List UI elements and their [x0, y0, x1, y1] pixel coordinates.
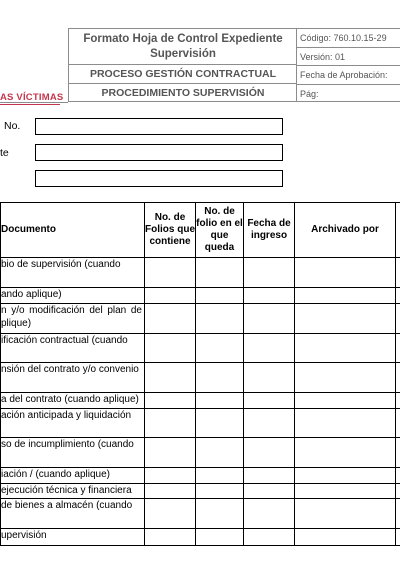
field1-label: No.: [4, 120, 21, 132]
row-cell[interactable]: [196, 438, 244, 468]
row-cell[interactable]: [244, 288, 295, 304]
row-cell[interactable]: [295, 438, 396, 468]
row-cell[interactable]: [396, 288, 400, 304]
row-description: ación anticipada y liquidación: [1, 409, 145, 438]
row-cell[interactable]: [295, 363, 396, 393]
row-cell[interactable]: [295, 529, 396, 546]
logo-text: AS VÍCTIMAS: [0, 92, 64, 103]
row-cell[interactable]: [244, 529, 295, 546]
row-description: de bienes a almacén (cuando: [1, 499, 145, 529]
row-description: upervisión: [1, 529, 145, 546]
logo-cell: [0, 28, 68, 103]
table-row: [1, 258, 400, 288]
row-cell[interactable]: [295, 304, 396, 334]
row-description: nsión del contrato y/o convenio: [1, 363, 145, 393]
procedure-label: PROCEDIMIENTO SUPERVISIÓN: [101, 87, 265, 99]
row-cell[interactable]: [244, 393, 295, 409]
field1-input[interactable]: [35, 118, 283, 135]
row-cell[interactable]: [396, 304, 400, 334]
row-cell[interactable]: [196, 393, 244, 409]
row-cell[interactable]: [244, 258, 295, 288]
row-cell[interactable]: [196, 288, 244, 304]
row-cell[interactable]: [196, 258, 244, 288]
header-folio-en: No. de folio en el que queda: [196, 203, 244, 258]
table-row: [1, 409, 400, 438]
process-label: PROCESO GESTIÓN CONTRACTUAL: [69, 65, 297, 84]
table-row: [1, 499, 400, 529]
table-row: [1, 468, 400, 484]
row-description: iación / (cuando aplique): [1, 468, 145, 484]
row-cell[interactable]: [295, 288, 396, 304]
row-description: ificación contractual (cuando: [1, 334, 145, 363]
row-cell[interactable]: [244, 484, 295, 499]
row-cell[interactable]: [244, 409, 295, 438]
row-cell[interactable]: [196, 334, 244, 363]
row-cell[interactable]: [145, 499, 196, 529]
row-cell[interactable]: [295, 393, 396, 409]
row-description: bio de supervisión (cuando: [1, 258, 145, 288]
row-cell[interactable]: [295, 484, 396, 499]
row-cell[interactable]: [145, 468, 196, 484]
row-description: so de incumplimiento (cuando: [1, 438, 145, 468]
table-row: [1, 438, 400, 468]
row-cell[interactable]: [244, 468, 295, 484]
row-cell[interactable]: [244, 363, 295, 393]
form-title: Formato Hoja de Control Expediente Supervisión: [69, 29, 297, 65]
row-cell[interactable]: [396, 438, 400, 468]
table-row: [1, 529, 400, 546]
row-cell[interactable]: [145, 438, 196, 468]
row-cell[interactable]: [396, 363, 400, 393]
row-cell[interactable]: [196, 468, 244, 484]
row-cell[interactable]: [396, 529, 400, 546]
row-cell[interactable]: [396, 484, 400, 499]
row-cell[interactable]: [145, 363, 196, 393]
row-cell[interactable]: [396, 393, 400, 409]
row-cell[interactable]: [196, 304, 244, 334]
row-cell[interactable]: [145, 484, 196, 499]
row-cell[interactable]: [244, 334, 295, 363]
document-header: [0, 0, 400, 106]
header-extra: [396, 203, 400, 258]
table-header-row: [1, 203, 400, 258]
row-cell[interactable]: [196, 363, 244, 393]
row-description: ejecución técnica y financiera: [1, 484, 145, 499]
row-cell[interactable]: [145, 288, 196, 304]
logo-underline: [0, 104, 60, 105]
row-cell[interactable]: [295, 334, 396, 363]
field3-input[interactable]: [35, 170, 283, 187]
row-cell[interactable]: [396, 468, 400, 484]
header-folios: No. de Folios que contiene: [145, 203, 196, 258]
table-row: [1, 484, 400, 499]
table-row: [1, 334, 400, 363]
row-cell[interactable]: [196, 484, 244, 499]
row-cell[interactable]: [145, 258, 196, 288]
row-cell[interactable]: [145, 304, 196, 334]
code-label: Código: 760.10.15-29: [297, 29, 400, 48]
row-cell[interactable]: [295, 409, 396, 438]
row-description: ando aplique): [1, 288, 145, 304]
table-row: [1, 363, 400, 393]
row-cell[interactable]: [145, 529, 196, 546]
row-cell[interactable]: [244, 438, 295, 468]
approval-date-label: Fecha de Aprobación:: [297, 66, 400, 85]
header-meta-column: [296, 28, 400, 102]
row-cell[interactable]: [145, 409, 196, 438]
row-cell[interactable]: [396, 409, 400, 438]
version-label: Versión: 01: [297, 48, 400, 67]
row-cell[interactable]: [295, 258, 396, 288]
row-cell[interactable]: [145, 334, 196, 363]
row-cell[interactable]: [196, 529, 244, 546]
table-row: [1, 288, 400, 304]
row-cell[interactable]: [244, 499, 295, 529]
table-row: [1, 393, 400, 409]
control-sheet-table: [0, 202, 400, 546]
field2-label: te: [0, 147, 9, 159]
field2-input[interactable]: [35, 144, 283, 161]
table-row: [1, 304, 400, 334]
row-description: n y/o modificación del plan de plique): [1, 304, 145, 334]
row-cell[interactable]: [396, 258, 400, 288]
row-cell[interactable]: [396, 499, 400, 529]
row-description: a del contrato (cuando aplique): [1, 393, 145, 409]
header-fecha: Fecha de ingreso: [244, 203, 295, 258]
row-cell[interactable]: [244, 304, 295, 334]
header-archivado: Archivado por: [295, 203, 396, 258]
header-document: Documento: [1, 203, 145, 258]
row-cell[interactable]: [145, 393, 196, 409]
page-label: Pág:: [300, 88, 319, 99]
header-title-column: [68, 28, 296, 102]
row-cell[interactable]: [196, 499, 244, 529]
row-cell[interactable]: [295, 468, 396, 484]
row-cell[interactable]: [396, 334, 400, 363]
row-cell[interactable]: [196, 409, 244, 438]
row-cell[interactable]: [295, 499, 396, 529]
